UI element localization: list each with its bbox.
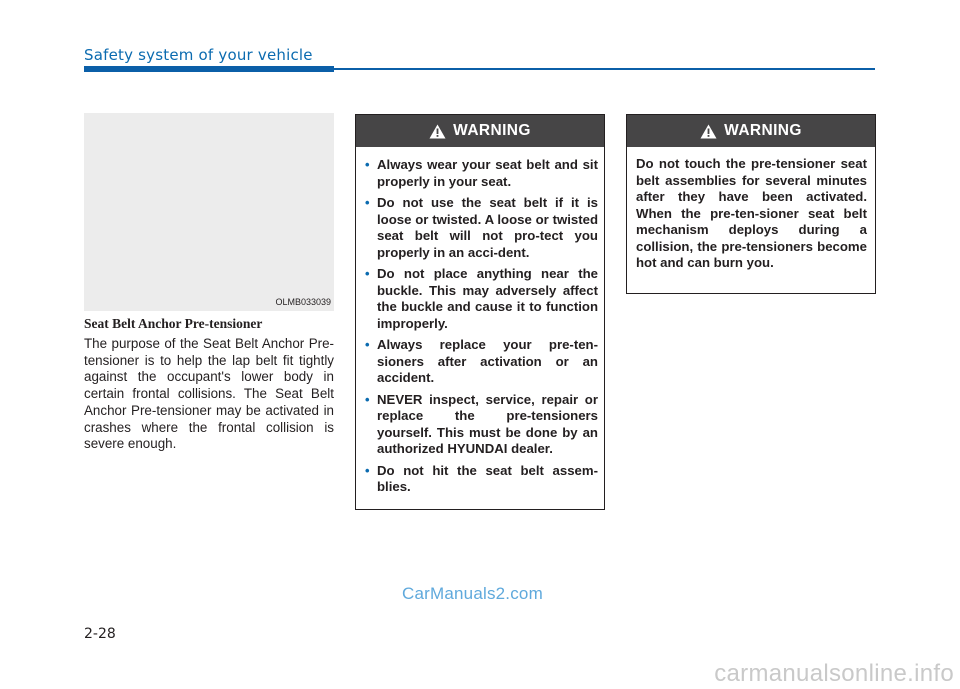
section-heading: Seat Belt Anchor Pre-tensioner [84, 316, 263, 331]
warning-title: WARNING [724, 122, 802, 139]
warning-text: Do not touch the pre-tensioner seat belt assemblies for several minutes after they have been activated. When the pre-ten-sioner seat belt mechanism deploys during a collision, the pre-tensioners become hot and can burn you. [636, 156, 867, 270]
warning-item-text: NEVER inspect, service, repair or replace the pre-tensioners yourself. This must be done by an authorized HYUNDAI dealer. [377, 391, 598, 456]
warning-header [627, 115, 875, 147]
warning-item [365, 337, 598, 387]
figure-code: OLMB033039 [275, 297, 331, 307]
warning-item-text: Always wear your seat belt and sit properly in your seat. [377, 157, 598, 189]
page-number: 2-28 [84, 626, 116, 642]
warning-title: WARNING [453, 122, 531, 139]
warning-item [365, 392, 598, 458]
warning-list [356, 147, 604, 496]
warning-item-text: Do not hit the seat belt assem-blies. [377, 462, 598, 494]
header-rule-thin [334, 68, 875, 70]
bullet-icon: • [365, 462, 370, 478]
warning-box-1 [355, 114, 605, 510]
warning-triangle-icon [700, 124, 717, 139]
warning-item [365, 266, 598, 332]
bullet-icon: • [365, 266, 370, 281]
warning-item [365, 157, 598, 190]
warning-item [365, 195, 598, 261]
bullet-icon: • [365, 337, 370, 352]
warning-header [356, 115, 604, 147]
bullet-icon: • [365, 157, 370, 172]
figure-illustration [84, 113, 334, 311]
warning-triangle-icon [429, 124, 446, 139]
header-rule-thick [84, 66, 334, 72]
bullet-icon: • [365, 195, 370, 210]
section-title: Safety system of your vehicle [84, 46, 313, 64]
warning-item-text: Do not use the seat belt if it is loose or twisted. A loose or twisted seat belt will not pro-tect you properly in an acci-dent. [377, 195, 598, 260]
site-watermark: carmanualsonline.info [714, 660, 954, 687]
bullet-icon: • [365, 391, 370, 407]
watermark-link[interactable]: CarManuals2.com [402, 584, 543, 603]
warning-item-text: Always replace your pre-ten-sioners after activation or an accident. [377, 337, 598, 385]
warning-box-2 [626, 114, 876, 294]
warning-item [365, 463, 598, 496]
section-body: The purpose of the Seat Belt Anchor Pre-tensioner is to help the lap belt fit tightly against the occupant's lower body in certain frontal collisions. The Seat Belt Anchor Pre-tensioner may be activated in crashes where the frontal collision is severe enough. [84, 336, 334, 452]
warning-item-text: Do not place anything near the buckle. This may adversely affect the buckle and cause it to function improperly. [377, 266, 598, 331]
